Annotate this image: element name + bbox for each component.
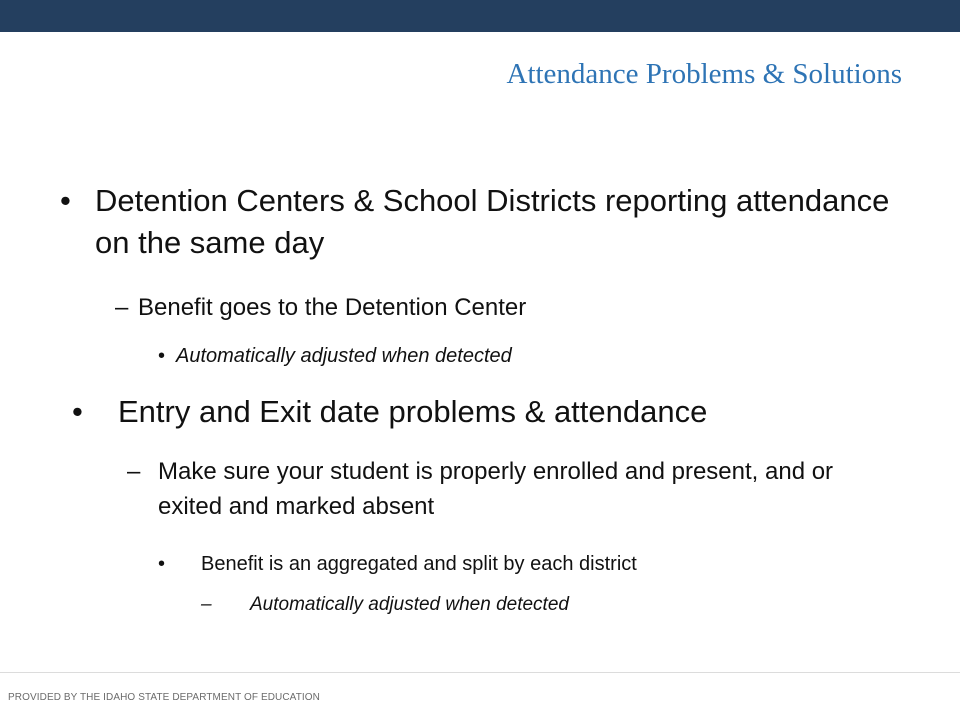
slide-title: Attendance Problems & Solutions xyxy=(506,58,902,90)
sub-sub-bullet-text: Benefit is an aggregated and split by each district xyxy=(201,553,637,575)
footer-text: PROVIDED BY THE IDAHO STATE DEPARTMENT OF EDUCATION xyxy=(8,692,320,703)
bullet-marker: • xyxy=(72,394,83,429)
detail-text: Automatically adjusted when detected xyxy=(250,594,569,615)
sub-sub-bullet-text: Automatically adjusted when detected xyxy=(176,345,512,367)
dash-marker: – xyxy=(127,458,141,485)
bullet-marker: • xyxy=(158,345,166,367)
bullet-marker: • xyxy=(158,553,166,575)
dash-marker: – xyxy=(201,594,212,615)
bullet-text: Entry and Exit date problems & attendance xyxy=(118,394,708,429)
bullet-text: Detention Centers & School Districts reporting attendance on the same day xyxy=(95,183,890,260)
footer-divider xyxy=(0,672,960,673)
bullet-marker: • xyxy=(60,183,71,218)
sub-bullet-text: Benefit goes to the Detention Center xyxy=(138,294,527,321)
sub-bullet-text: Make sure your student is properly enrolled and present, and or exited and marked absent xyxy=(158,458,834,520)
top-banner xyxy=(0,0,960,32)
dash-marker: – xyxy=(115,294,129,321)
